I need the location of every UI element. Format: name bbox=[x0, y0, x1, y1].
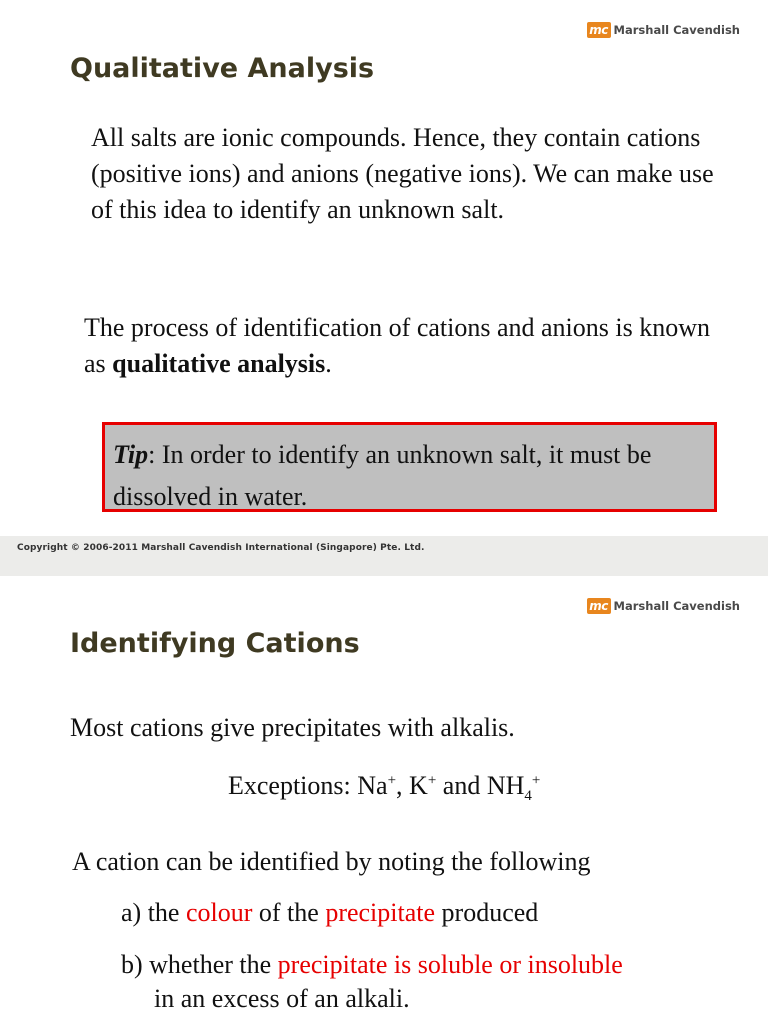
definition-text: The process of identification of cations and anions is known as bbox=[84, 313, 711, 378]
list-item-b-continued: in an excess of an alkali. bbox=[154, 984, 410, 1013]
exceptions-sep: , K bbox=[396, 771, 428, 800]
marshall-cavendish-logo bbox=[587, 22, 740, 38]
tip-box bbox=[102, 422, 717, 512]
precipitate-statement: Most cations give precipitates with alkalis. bbox=[70, 713, 515, 742]
copyright-footer: Copyright © 2006-2011 Marshall Cavendish International (Singapore) Pte. Ltd. bbox=[17, 543, 425, 553]
cation-identification-intro: A cation can be identified by noting the following bbox=[72, 847, 591, 876]
slide-title: Identifying Cations bbox=[70, 628, 360, 659]
intro-paragraph: All salts are ionic compounds. Hence, they contain cations (positive ions) and anions (negative ions). We can make use of this idea to identify an unknown salt. bbox=[91, 123, 714, 224]
logo-text: Marshall Cavendish bbox=[613, 23, 740, 37]
list-item-a bbox=[121, 896, 538, 930]
item-b-prefix: b) whether the bbox=[121, 950, 278, 979]
item-a-suffix: produced bbox=[435, 898, 539, 927]
slide-separator bbox=[0, 536, 768, 576]
mc-logo-icon: mc bbox=[587, 22, 611, 38]
tip-text: : In order to identify an unknown salt, it must be dissolved in water. bbox=[113, 440, 652, 511]
logo-text: Marshall Cavendish bbox=[613, 599, 740, 613]
exceptions-prefix: Exceptions: Na bbox=[228, 771, 388, 800]
highlight-solubility: precipitate is soluble or insoluble bbox=[277, 950, 623, 979]
exceptions-line bbox=[228, 769, 540, 803]
charge-plus: + bbox=[531, 772, 541, 789]
charge-plus: + bbox=[387, 772, 397, 789]
definition-paragraph bbox=[84, 310, 724, 382]
subscript-4: 4 bbox=[524, 788, 532, 805]
definition-end: . bbox=[325, 349, 332, 378]
item-a-prefix: a) the bbox=[121, 898, 186, 927]
item-a-mid: of the bbox=[252, 898, 326, 927]
slide-title: Qualitative Analysis bbox=[70, 53, 375, 84]
marshall-cavendish-logo bbox=[587, 598, 740, 614]
exceptions-sep: and NH bbox=[436, 771, 525, 800]
list-item-b bbox=[121, 948, 623, 982]
definition-term: qualitative analysis bbox=[112, 349, 326, 378]
tip-label: Tip bbox=[113, 440, 149, 469]
highlight-colour: colour bbox=[185, 898, 253, 927]
slide-identifying-cations bbox=[0, 576, 768, 1024]
highlight-precipitate: precipitate bbox=[325, 898, 436, 927]
mc-logo-icon: mc bbox=[587, 598, 611, 614]
charge-plus: + bbox=[427, 772, 437, 789]
